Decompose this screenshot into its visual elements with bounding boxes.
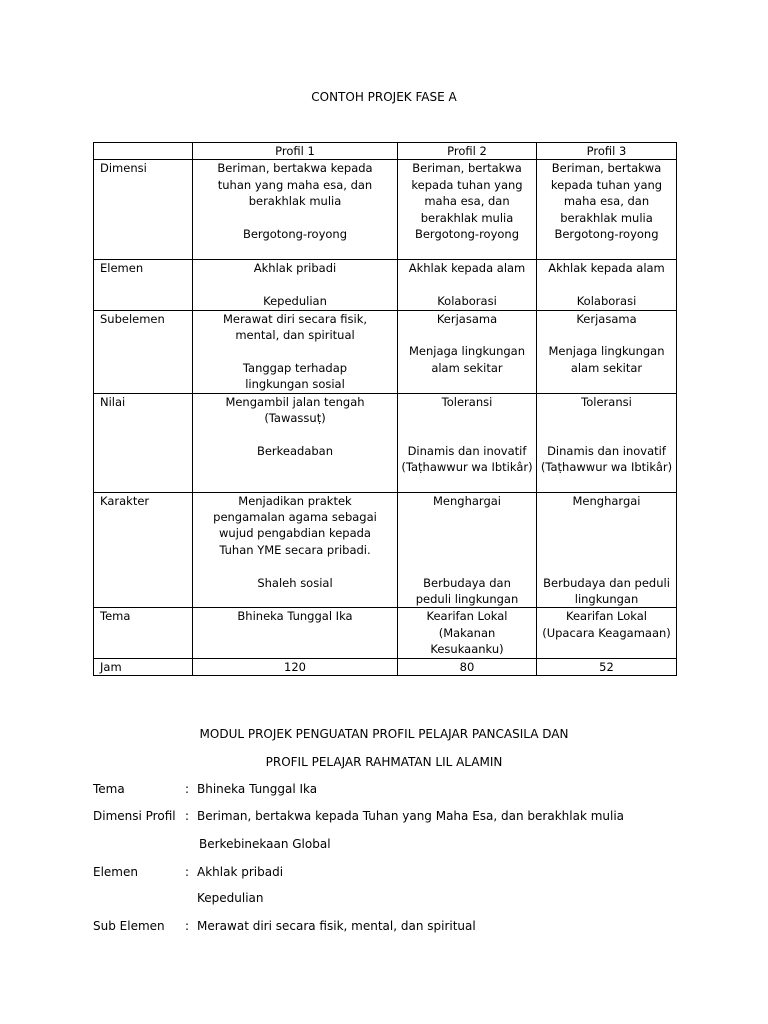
row-label-jam: Jam [94,658,193,675]
cell-text-b: Berbudaya dan peduli lingkungan [415,575,519,606]
cell-dimensi-profil-2 [398,160,537,260]
gap [401,542,533,558]
cell-text-b: Kolaborasi [576,294,637,309]
info-value: Merawat diri secara fisik, mental, dan spiritual [197,919,476,933]
cell-nilai-profil-2 [398,393,537,492]
cell-text-b: Bergotong-royong [554,227,659,242]
cell-text-b: Dinamis dan inovatif (Taṭhawwur wa Ibtikâr) [540,443,673,475]
cell-text-b: Kolaborasi [437,294,497,309]
header-profil-3: Profil 3 [537,143,677,160]
cell-karakter-profil-3 [537,492,677,608]
gap [401,277,533,293]
info-value: Berkebinekaan Global [199,837,331,851]
cell-text-a: Akhlak pribadi [253,261,337,276]
cell-text-b: Tanggap terhadap lingkungan sosial [242,360,348,392]
table-row-nilai [94,393,677,492]
cell-text-a: Beriman, bertakwa kepada tuhan yang maha esa, dan berakhlak mulia [217,161,373,209]
cell-text-b: Bergotong-royong [414,227,520,242]
cell-text-b: Bergotong-royong [242,227,348,242]
info-colon: : [185,865,190,879]
gap [540,542,673,558]
modul-heading-1: MODUL PROJEK PENGUATAN PROFIL PELAJAR PANCASILA DAN [199,727,569,741]
info-label: Tema [93,782,125,796]
cell-elemen-profil-2 [398,260,537,310]
info-value: Bhineka Tunggal Ika [197,782,318,796]
row-label-tema: Tema [94,608,193,658]
table-row-subelemen [94,310,677,393]
cell-text-b: Menjaga lingkungan alam sekitar [548,344,665,375]
gap [211,558,379,574]
table-row-karakter [94,492,677,608]
gap [540,525,673,541]
cell-text-a: Beriman, bertakwa kepada tuhan yang maha esa, dan berakhlak mulia [411,161,523,225]
info-value: Kepedulian [197,891,264,905]
info-colon: : [185,782,190,796]
cell-dimensi-profil-3 [537,160,677,260]
cell-subelemen-profil-1 [193,310,398,393]
cell-tema-profil-2 [398,608,537,658]
gap [196,277,394,293]
gap [540,410,673,426]
cell-text-a: Menghargai [433,493,501,508]
cell-text-b: Berbudaya dan peduli lingkungan [543,575,670,606]
info-value: Akhlak pribadi [197,865,284,879]
cell-text-a: Kerjasama [436,311,498,326]
info-colon: : [185,809,190,823]
row-label-subelemen: Subelemen [94,310,193,393]
cell-subelemen-profil-3 [537,310,677,393]
row-label-dimensi: Dimensi [94,160,193,260]
cell-text-a: Bhineka Tunggal Ika [237,609,353,624]
cell-text-a: Menjadikan praktek pengamalan agama sebagai wujud pengabdian kepada Tuhan YME secara pribadi. [213,493,377,557]
gap [540,277,673,293]
gap [540,558,673,574]
cell-tema-profil-3 [537,608,677,658]
cell-tema-profil-1 [193,608,398,658]
gap [401,410,533,426]
gap [540,327,673,343]
table-header-row [94,143,677,160]
cell-jam-profil-2: 80 [398,658,537,675]
table-row-elemen [94,260,677,310]
cell-text-b: Menjaga lingkungan alam sekitar [408,344,526,375]
cell-text-a: Menghargai [572,493,641,508]
profile-table [93,142,677,676]
document-title: CONTOH PROJEK FASE A [311,90,457,104]
info-value: Beriman, bertakwa kepada Tuhan yang Maha Esa, dan berakhlak mulia [197,809,625,823]
cell-text-a: Kearifan Lokal (Makanan Kesukaanku) [426,609,508,657]
row-label-nilai: Nilai [94,393,193,492]
cell-text-b: Shaleh sosial [257,575,333,590]
table-row-dimensi [94,160,677,260]
gap [540,509,673,525]
header-profil-2: Profil 2 [398,143,537,160]
cell-karakter-profil-2 [398,492,537,608]
cell-subelemen-profil-2 [398,310,537,393]
cell-text-a: Merawat diri secara fisik, mental, dan spiritual [222,311,368,343]
info-label: Sub Elemen [93,919,165,933]
cell-karakter-profil-1 [193,492,398,608]
gap [401,558,533,574]
cell-text-b: Dinamis dan inovatif (Taṭhawwur wa Ibtikâr) [401,443,533,475]
cell-jam-profil-1: 120 [193,658,398,675]
info-label: Elemen [93,865,138,879]
cell-text-a: Kearifan Lokal (Upacara Keagamaan) [542,609,671,640]
table-row-jam [94,658,677,675]
cell-nilai-profil-3 [537,393,677,492]
cell-dimensi-profil-1 [193,160,398,260]
gap [401,327,533,343]
cell-text-a: Mengambil jalan tengah (Tawassuṭ) [225,394,365,426]
gap [401,525,533,541]
header-profil-1: Profil 1 [193,143,398,160]
info-label: Dimensi Profil [93,809,176,823]
cell-elemen-profil-3 [537,260,677,310]
cell-text-b: Berkeadaban [256,443,334,458]
row-label-elemen: Elemen [94,260,193,310]
row-label-karakter: Karakter [94,492,193,608]
gap [401,426,533,442]
cell-text-b: Kepedulian [263,294,327,309]
cell-jam-profil-3: 52 [537,658,677,675]
cell-text-a: Akhlak kepada alam [408,261,526,276]
cell-text-a: Beriman, bertakwa kepada tuhan yang maha esa, dan berakhlak mulia [550,161,663,225]
cell-nilai-profil-1 [193,393,398,492]
table-row-tema [94,608,677,658]
cell-text-a: Akhlak kepada alam [548,261,665,276]
gap [223,426,367,442]
cell-text-a: Toleransi [441,394,493,409]
cell-text-a: Kerjasama [576,311,637,326]
modul-heading-2: PROFIL PELAJAR RAHMATAN LIL ALAMIN [265,755,503,769]
gap [540,426,673,442]
info-colon: : [185,919,190,933]
gap [401,509,533,525]
cell-text-a: Toleransi [581,394,632,409]
gap [215,343,375,359]
gap [203,210,387,226]
cell-elemen-profil-1 [193,260,398,310]
header-empty [94,143,193,160]
